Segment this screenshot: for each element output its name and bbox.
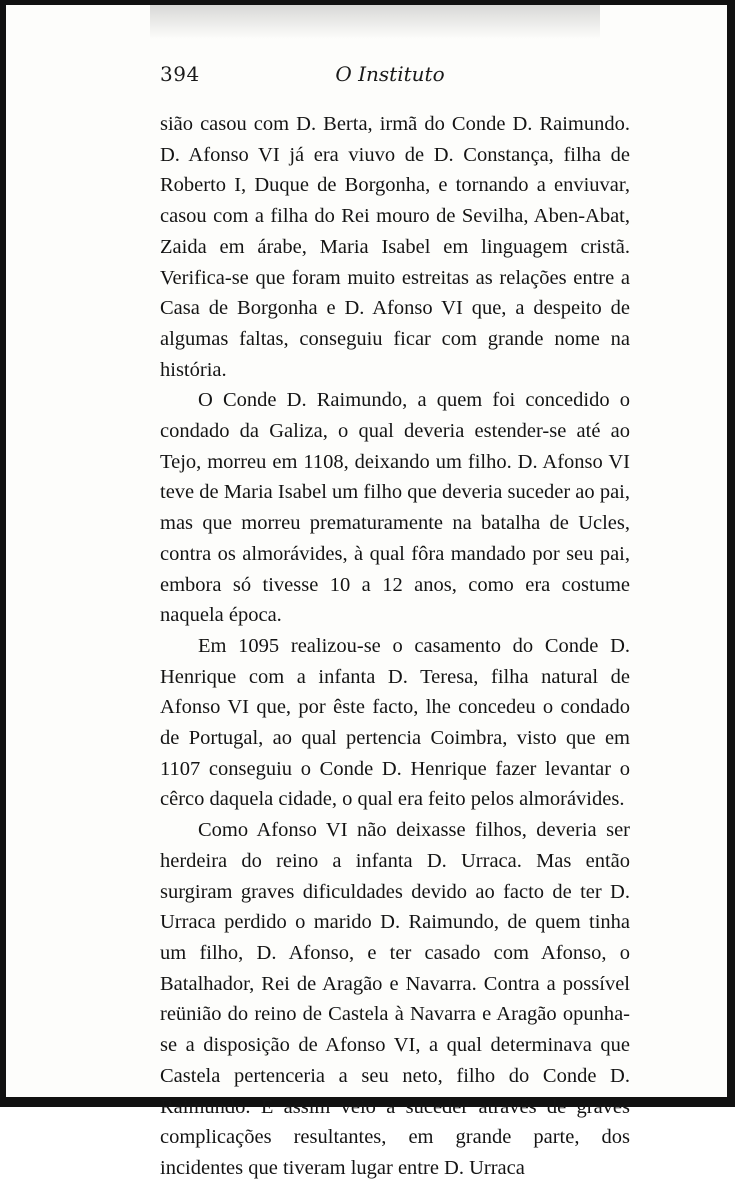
paragraph-3: Em 1095 realizou-se o casamento do Conde D. Henrique com a infanta D. Teresa, filha natural de Afonso VI que, por êste facto, lhe concedeu o condado de Portugal, ao qual pertencia Coimbra, visto que em 1107 conseguiu o Conde D. Henrique fazer levantar o cêrco daquela cidade, o qual era feito pelos almorávides.	[160, 634, 630, 811]
body-text	[160, 109, 630, 1184]
paragraph-4: Como Afonso VI não deixasse filhos, deveria ser herdeira do reino a infanta D. Urraca. Mas então surgiram graves dificuldades devido ao facto de ter D. Urraca perdido o marido D. Raimundo, de quem tinha um filho, D. Afonso, e ter casado com Afonso, o Batalhador, Rei de Aragão e Navarra. Contra a possível reünião do reino de Castela à Navarra e Aragão opunha-se a disposição de Afonso VI, a qual determinava que Castela pertenceria a seu neto, filho do Conde D. Raimundo. E assim veio a suceder através de graves complicações resultantes, em grande parte, dos incidentes que tiveram lugar entre D. Urraca	[160, 819, 630, 1179]
paragraph-2: O Conde D. Raimundo, a quem foi concedido o condado da Galiza, o qual deveria estender-se até ao Tejo, morreu em 1108, deixando um filho. D. Afonso VI teve de Maria Isabel um filho que deveria suceder ao pai, mas que morreu prematuramente na batalha de Ucles, contra os almorávides, à qual fôra mandado por seu pai, embora só tivesse 10 a 12 anos, como era costume naquela época.	[160, 389, 630, 627]
scan-border-right	[727, 0, 735, 1107]
page-number: 394	[160, 62, 200, 86]
paragraph-1: sião casou com D. Berta, irmã do Conde D. Raimundo. D. Afonso VI já era viuvo de D. Constança, filha de Roberto I, Duque de Borgonha, e tornando a enviuvar, casou com a filha do Rei mouro de Sevilha, Aben-Abat, Zaida em árabe, Maria Isabel em linguagem cristã. Verifica-se que foram muito estreitas as relações entre a Casa de Borgonha e D. Afonso VI que, a despeito de algumas faltas, conseguiu ficar com grande nome na história.	[160, 113, 630, 381]
page-header	[160, 62, 630, 96]
scan-shadow	[150, 5, 600, 39]
scan-border-left	[0, 0, 6, 1107]
running-title: O Instituto	[335, 62, 445, 86]
